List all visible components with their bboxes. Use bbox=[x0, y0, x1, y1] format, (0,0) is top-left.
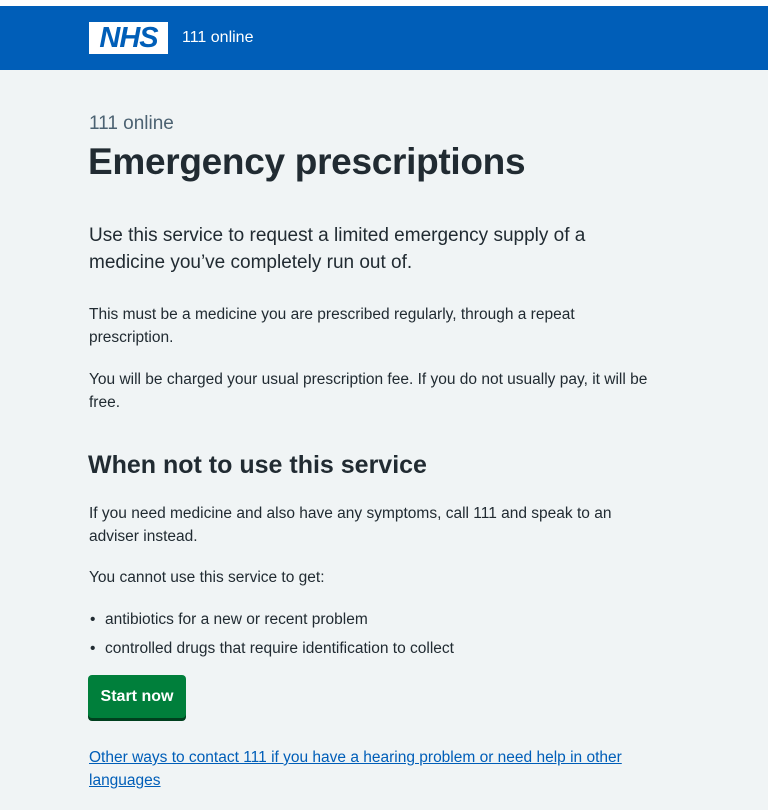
header-service-name[interactable]: 111 online bbox=[182, 29, 254, 46]
site-header bbox=[0, 6, 768, 70]
start-now-button[interactable]: Start now bbox=[88, 675, 186, 718]
when-not-to-use-heading: When not to use this service bbox=[88, 451, 427, 479]
list-item-text: controlled drugs that require identification to collect bbox=[105, 640, 454, 657]
lede-text: Use this service to request a limited emergency supply of a medicine you’ve completely run out of. bbox=[89, 225, 586, 273]
prescription-fee-text: You will be charged your usual prescription fee. If you do not usually pay, it will be free. bbox=[89, 371, 648, 411]
other-ways-contact-link[interactable]: Other ways to contact 111 if you have a hearing problem or need help in other languages bbox=[89, 749, 622, 789]
bullet-icon: • bbox=[90, 611, 96, 628]
nhs-logo-text: NHS bbox=[99, 21, 158, 54]
nhs-logo-icon[interactable] bbox=[89, 22, 168, 54]
list-item bbox=[89, 637, 649, 660]
page-caption: 111 online bbox=[89, 113, 174, 134]
bullet-icon: • bbox=[90, 640, 96, 657]
list-item bbox=[89, 608, 649, 631]
symptoms-advice-text: If you need medicine and also have any symptoms, call 111 and speak to an adviser instead. bbox=[89, 505, 612, 545]
list-item-text: antibiotics for a new or recent problem bbox=[105, 611, 368, 628]
repeat-prescription-text: This must be a medicine you are prescribed regularly, through a repeat prescription. bbox=[89, 306, 575, 346]
page-frame bbox=[0, 6, 768, 810]
page-title: Emergency prescriptions bbox=[88, 141, 526, 182]
exclusions-list bbox=[89, 608, 649, 666]
cannot-use-intro-text: You cannot use this service to get: bbox=[89, 569, 325, 586]
